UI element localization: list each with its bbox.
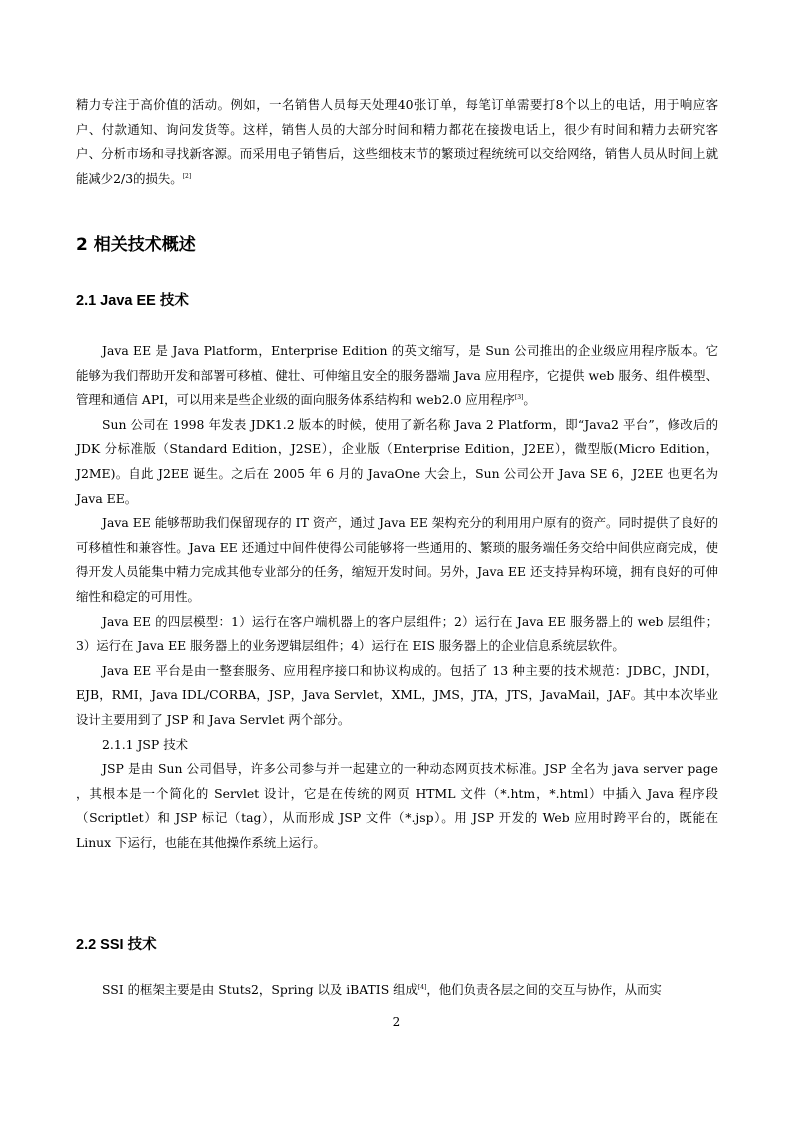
javaee-paragraph-1: Java EE 是 Java Platform，Enterprise Edition 的英文缩写，是 Sun 公司推出的企业级应用程序版本。它能够为我们帮助开发和部署可移植、健壮、可伸缩且安全的服务器端 Java 应用程序，它提供 web 服务、组件模型、管理和通信 API，可以用来是些企业级的面向服务体系结构和 web2.0 应用程序[3]。 bbox=[76, 343, 718, 408]
section-2-2-heading: 2.2 SSI 技术 bbox=[76, 937, 157, 953]
javaee-paragraph-4: Java EE 的四层模型：1）运行在客户端机器上的客户层组件；2）运行在 Java EE 服务器上的 web 层组件；3）运行在 Java EE 服务器上的业务逻辑层组件；4）运行在 EIS 服务器上的企业信息系统层软件。 bbox=[76, 613, 718, 654]
javaee-paragraph-3: Java EE 能够帮助我们保留现存的 IT 资产，通过 Java EE 架构充分的利用用户原有的资产。同时提供了良好的可移植性和兼容性。Java EE 还通过中间件使得公司能够将一些通用的、繁琐的服务端任务交给中间供应商完成，使得开发人员能集中精力完成其他专业部分的任务，缩短开发时间。另外，Java EE 还支持异构环境，拥有良好的可伸缩性和稳定的可用性。 bbox=[76, 515, 718, 604]
citation-2: [2] bbox=[182, 172, 192, 180]
citation-4: [4] bbox=[417, 983, 427, 991]
ssi-paragraph-1: SSI 的框架主要是由 Stuts2，Spring 以及 iBATIS 组成[4]，他们负责各层之间的交互与协作，从而实 bbox=[102, 982, 662, 997]
intro-paragraph: 精力专注于高价值的活动。例如，一名销售人员每天处理40张订单，每笔订单需要打8个以上的电话，用于响应客户、付款通知、询问发货等。这样，销售人员的大部分时间和精力都花在接拨电话上，很少有时间和精力去研究客户、分析市场和寻找新客源。而采用电子销售后，这些细枝末节的繁琐过程统统可以交给网络，销售人员从时间上就能减少2/3的损失。[2] bbox=[76, 97, 718, 186]
ssi-section-body bbox=[76, 978, 718, 1003]
page-body bbox=[76, 93, 718, 997]
page-number: 2 bbox=[392, 1015, 401, 1029]
section-2-1-1-heading: 2.1.1 JSP 技术 bbox=[102, 736, 188, 752]
javaee-section-body bbox=[76, 339, 718, 855]
citation-3: [3] bbox=[514, 394, 524, 402]
javaee-paragraph-5: Java EE 平台是由一整套服务、应用程序接口和协议构成的。包括了 13 种主要的技术规范：JDBC，JNDI，EJB，RMI，Java IDL/CORBA，JSP，Java Servlet，XML，JMS，JTA，JTS，JavaMail，JAF。其中本次毕业设计主要用到了 JSP 和 Java Servlet 两个部分。 bbox=[76, 662, 718, 727]
section-2-heading: 2 相关技术概述 bbox=[76, 235, 196, 255]
javaee-paragraph-2: Sun 公司在 1998 年发表 JDK1.2 版本的时候，使用了新名称 Java 2 Platform，即“Java2 平台”，修改后的 JDK 分标准版（Standard Edition，J2SE），企业版（Enterprise Edition，J2EE），微型版(Micro Edition，J2ME)。自此 J2EE 诞生。之后在 2005 年 6 月的 JavaOne 大会上，Sun 公司公开 Java SE 6，J2EE 也更名为 Java EE。 bbox=[76, 416, 718, 506]
section-2-1-heading: 2.1 Java EE 技术 bbox=[76, 293, 189, 309]
jsp-paragraph-1: JSP 是由 Sun 公司倡导，许多公司参与并一起建立的一种动态网页技术标准。JSP 全名为 java server page ，其根本是一个简化的 Servlet 设计，它是在传统的网页 HTML 文件（*.htm，*.html）中插入 Java 程序段（Scriptlet）和 JSP 标记（tag），从而形成 JSP 文件（*.jsp）。用 JSP 开发的 Web 应用时跨平台的，既能在 Linux 下运行，也能在其他操作系统上运行。 bbox=[76, 761, 718, 850]
